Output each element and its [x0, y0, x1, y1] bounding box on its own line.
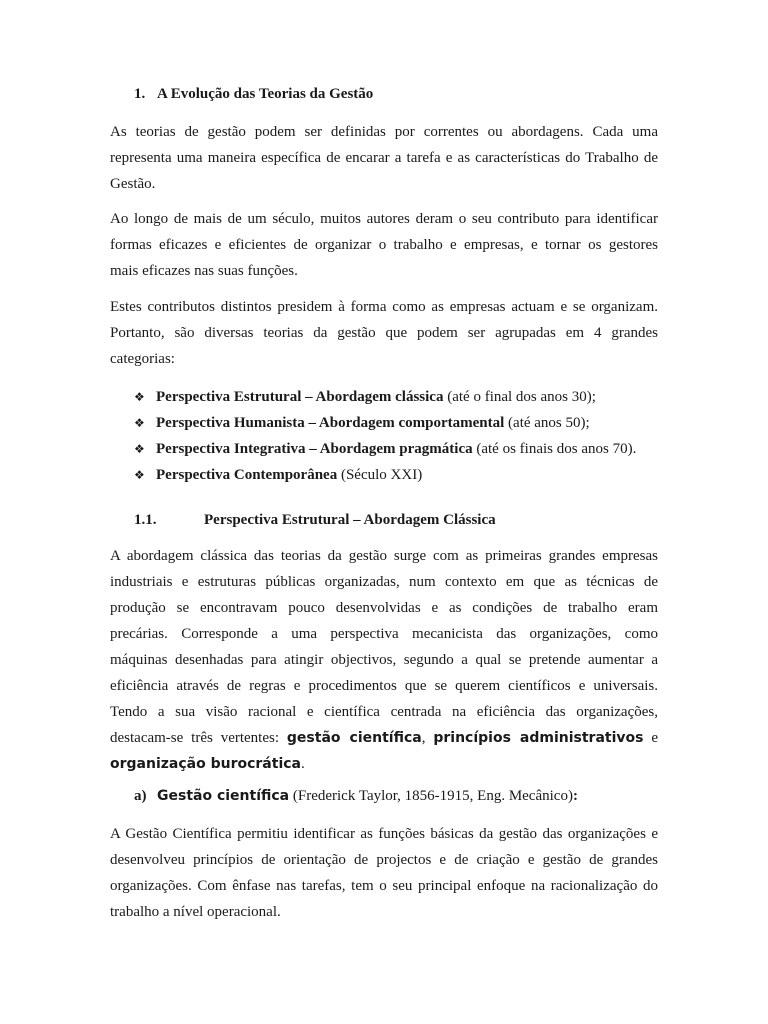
list-item: ❖ Perspectiva Estrutural – Abordagem clássica (até o final dos anos 30); [134, 384, 636, 410]
text-line: As teorias de gestão podem ser definidas por correntes ou abordagens. Cada uma [110, 124, 658, 140]
diamond-bullet-icon: ❖ [134, 390, 145, 404]
text-line: representa uma maneira específica de encarar a tarefa e as características do Trabalho de [110, 150, 658, 166]
text-line: produção se encontravam pouco desenvolvidas e as condições de trabalho eram [110, 600, 658, 616]
heading-number: 1. [134, 86, 146, 102]
text-line: formas eficazes e eficientes de organizar o trabalho e empresas, e tornar os gestores [110, 237, 658, 253]
paragraph-authors [110, 206, 658, 284]
text-line: Gestão. [110, 176, 156, 192]
text-line: destacam-se três vertentes: gestão científica, princípios administrativos e [110, 730, 659, 746]
text-line: trabalho a nível operacional. [110, 904, 281, 920]
text-line: organização burocrática. [110, 756, 305, 772]
text-line: máquinas desenhadas para atingir objectivos, segundo a qual se pretende aumentar a [110, 652, 658, 668]
text-line: A abordagem clássica das teorias da gestão surge com as primeiras grandes empresas [110, 548, 658, 564]
list-item: ❖ Perspectiva Contemporânea (Século XXI) [134, 462, 636, 488]
text-line: categorias: [110, 351, 175, 367]
paragraph-intro [110, 119, 658, 197]
text-line: precárias. Corresponde a uma perspectiva mecanicista das organizações, como [110, 626, 658, 642]
section-heading-1 [134, 86, 373, 103]
diamond-bullet-icon: ❖ [134, 442, 145, 456]
subsection-heading-a: a) Gestão científica (Frederick Taylor, 1856-1915, Eng. Mecânico): [134, 788, 578, 804]
text-line: A Gestão Científica permitiu identificar as funções básicas da gestão das organizações e [110, 826, 658, 842]
text-line: Ao longo de mais de um século, muitos autores deram o seu contributo para identificar [110, 211, 658, 227]
section-heading-1-1 [134, 512, 496, 529]
paragraph-categories [110, 294, 658, 372]
heading-text: A Evolução das Teorias da Gestão [157, 86, 374, 102]
paragraph-classical [110, 543, 658, 777]
text-line: Portanto, são diversas teorias da gestão que podem ser agrupadas em 4 grandes [110, 325, 658, 341]
diamond-bullet-icon: ❖ [134, 468, 145, 482]
paragraph-scientific [110, 821, 658, 925]
list-item: ❖ Perspectiva Integrativa – Abordagem pragmática (até os finais dos anos 70). [134, 436, 636, 462]
perspectives-list [134, 384, 636, 488]
text-line: Estes contributos distintos presidem à forma como as empresas actuam e se organizam. [110, 299, 658, 315]
text-line: mais eficazes nas suas funções. [110, 263, 298, 279]
text-line: desenvolveu princípios de orientação de projectos e de criação e gestão de grandes [110, 852, 658, 868]
text-line: industriais e estruturas públicas organizadas, num contexto em que as técnicas de [110, 574, 658, 590]
heading-marker: a) [134, 788, 147, 804]
list-item: ❖ Perspectiva Humanista – Abordagem comportamental (até anos 50); [134, 410, 636, 436]
heading-number: 1.1. [134, 512, 157, 528]
text-line: eficiência através de regras e procedimentos que se querem científicos e universais. [110, 678, 658, 694]
diamond-bullet-icon: ❖ [134, 416, 145, 430]
text-line: organizações. Com ênfase nas tarefas, tem o seu principal enfoque na racionalização do [110, 878, 658, 894]
text-line: Tendo a sua visão racional e científica centrada na eficiência das organizações, [110, 704, 658, 720]
heading-text: Perspectiva Estrutural – Abordagem Clássica [204, 512, 496, 528]
